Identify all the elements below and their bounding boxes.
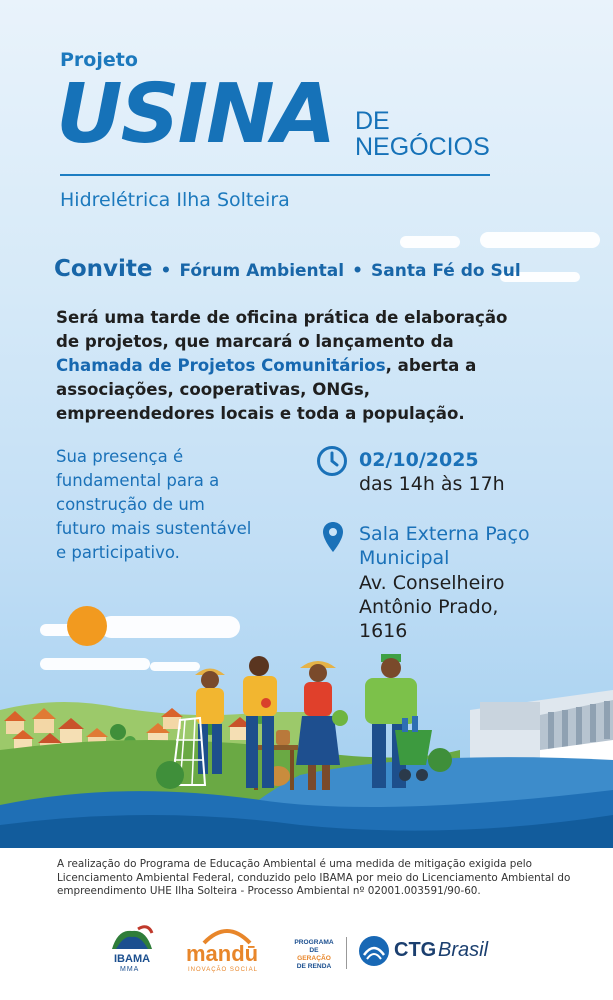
intro-text-after: , aberta a associações, cooperativas, ONGs, empreendedores locais e toda a população. xyxy=(56,356,477,423)
invite-event: Fórum Ambiental xyxy=(179,261,345,281)
logo-divider xyxy=(346,937,347,969)
ibama-logo xyxy=(108,925,156,975)
invite-city: Santa Fé do Sul xyxy=(371,261,521,281)
mandu-logo xyxy=(184,925,270,975)
programa-line1: PROGRAMA xyxy=(294,939,334,946)
project-subtitle: Hidrelétrica Ilha Solteira xyxy=(60,189,290,211)
project-title: USINA xyxy=(56,67,335,162)
ibama-sub-label: MMA xyxy=(120,966,140,973)
sun xyxy=(67,606,107,646)
ctg-suffix-label: Brasil xyxy=(438,939,489,961)
event-date: 02/10/2025 xyxy=(359,449,479,471)
ctg-globe-icon xyxy=(358,935,390,967)
invite-line xyxy=(54,256,521,282)
intro-paragraph xyxy=(56,306,516,426)
title-suffix-line1: DE xyxy=(355,107,390,135)
sponsor-logos xyxy=(0,925,613,985)
event-venue: Sala Externa Paço Municipal xyxy=(359,523,530,569)
title-suffix-line2: NEGÓCIOS xyxy=(355,133,490,161)
programa-geracao-renda-logo xyxy=(292,939,336,979)
presence-text: Sua presença é fundamental para a construção de um futuro mais sustentável e participativo. xyxy=(56,447,252,562)
invite-label: Convite xyxy=(54,256,153,282)
header-divider xyxy=(60,174,490,176)
ctg-brasil-logo xyxy=(358,935,508,971)
project-kicker: Projeto xyxy=(60,49,138,71)
intro-text-before: Será uma tarde de oficina prática de elaboração de projetos, que marcará o lançamento da xyxy=(56,308,508,351)
landscape-illustration xyxy=(0,600,613,850)
mandu-sub-label: INOVAÇÃO SOCIAL xyxy=(188,967,258,973)
ctg-label: CTG xyxy=(394,939,437,961)
ibama-label: IBAMA xyxy=(114,953,151,965)
mandu-label: mandū xyxy=(186,941,259,966)
programa-line4: DE RENDA xyxy=(296,963,332,970)
programa-line3: GERAÇÃO xyxy=(297,955,331,962)
invite-separator: • xyxy=(352,261,363,281)
project-title-suffix xyxy=(355,108,490,160)
event-address: Av. Conselheiro Antônio Prado, 1616 xyxy=(359,572,505,642)
clock-icon xyxy=(316,445,348,477)
cloud xyxy=(400,236,460,248)
invite-separator: • xyxy=(160,261,172,281)
event-time: das 14h às 17h xyxy=(359,473,505,495)
programa-line2: DE xyxy=(309,947,319,954)
map-pin-icon xyxy=(322,521,344,553)
ibama-emblem-icon xyxy=(108,925,156,953)
intro-highlight: Chamada de Projetos Comunitários xyxy=(56,356,386,375)
footer-note: A realização do Programa de Educação Ambiental é uma medida de mitigação exigida pelo Licenciamento Ambiental Federal, conduzido pelo IBAMA por meio do Licenciamento Ambiental do empreendimento UHE Ilha Solteira - Processo Ambiental nº 02001.003591/90-60. xyxy=(57,858,571,897)
cloud xyxy=(480,232,600,248)
